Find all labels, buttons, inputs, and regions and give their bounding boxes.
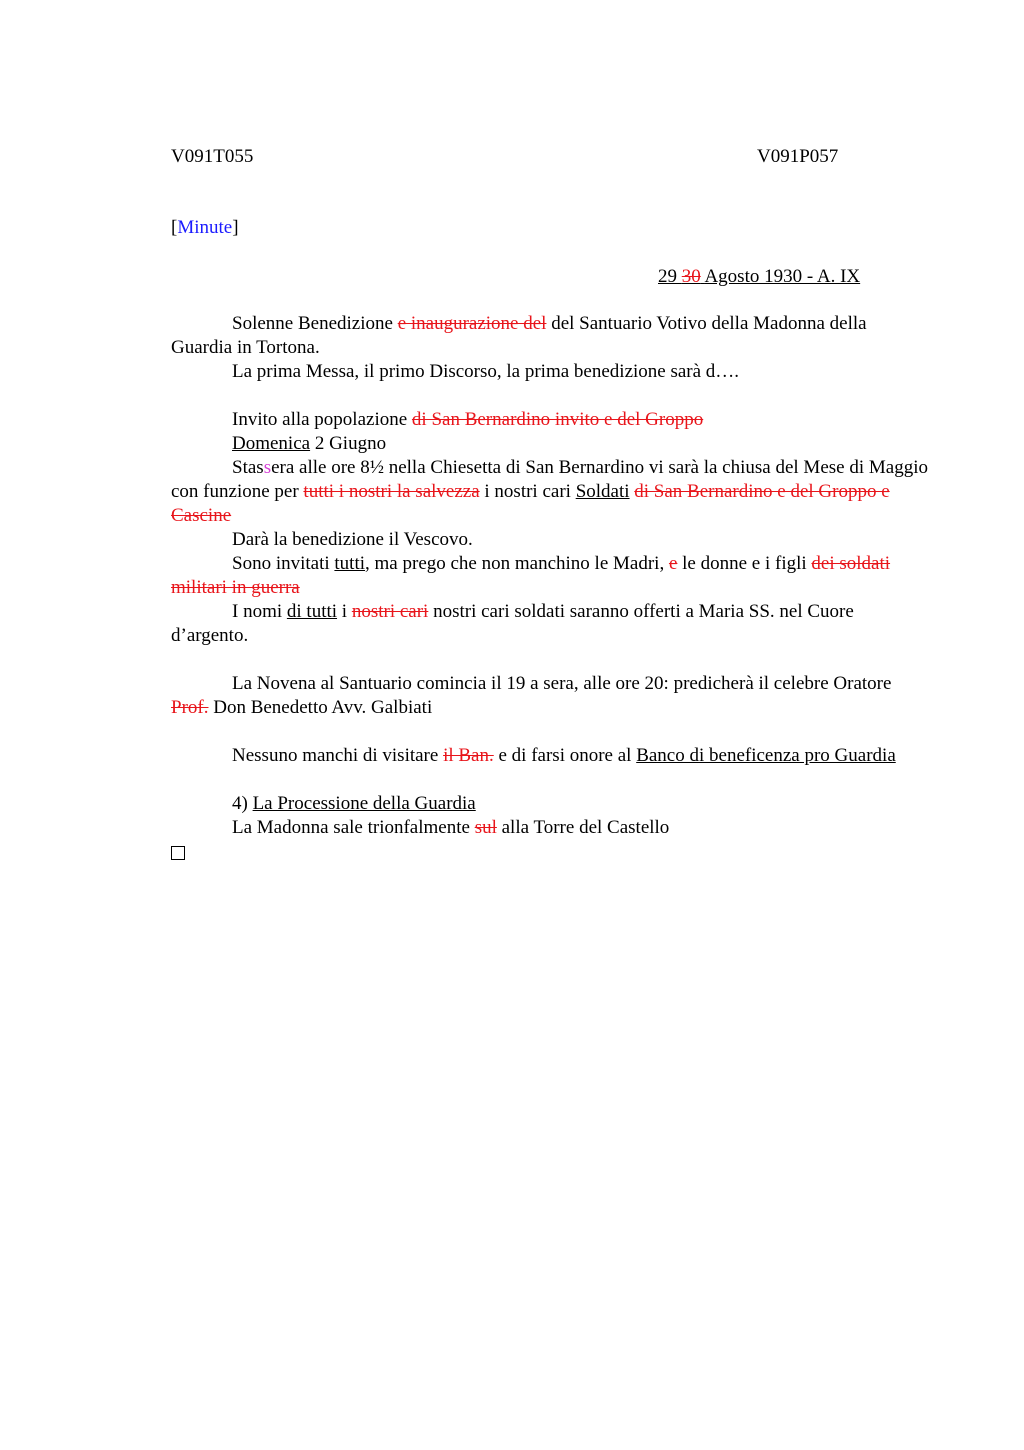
paragraph-domenica [171,432,931,456]
underlined-text: tutti [334,553,366,574]
text-run: del Santuario Votivo della Madonna della Guardia in Tortona. [171,313,867,358]
paragraph-madonna [171,816,931,840]
checkbox-row [171,840,931,867]
text-run: Solenne Benedizione [232,313,398,334]
text-run: nostri cari soldati saranno offerti a Maria SS. nel Cuore d’argento. [171,601,854,646]
underlined-text: Soldati [575,481,630,502]
paragraph-prima-messa: La prima Messa, il primo Discorso, la prima benedizione sarà d…. [232,361,740,382]
paragraph-vescovo: Darà la benedizione il Vescovo. [232,529,473,550]
text-run: La Novena al Santuario comincia il 19 a sera, alle ore 20: predicherà il celebre Oratore [232,673,892,694]
document-body [171,312,931,867]
spacer [171,648,931,672]
bracket-close: ] [232,217,239,238]
document-code-right: V091P057 [757,146,839,167]
text-run: Nessuno manchi di visitare [232,745,444,766]
underlined-text: di tutti [286,601,338,622]
paragraph-invito [171,408,931,432]
spacer [171,768,931,792]
paragraph-nomi [171,600,931,648]
text-run: I nomi [232,601,287,622]
underlined-text: Domenica [232,433,311,454]
date-day: 29 [658,266,677,287]
paragraph-stassera [171,456,931,528]
deleted-text: sul [474,817,497,838]
text-run: La Madonna sale trionfalmente [232,817,475,838]
paragraph-novena [171,672,931,720]
text-run: i [337,601,352,622]
spacer [171,384,931,408]
text-run: Sono invitati [232,553,335,574]
deleted-text: e [668,553,678,574]
minute-word: Minute [177,217,233,238]
deleted-text: nostri cari [351,601,429,622]
date-rest: Agosto 1930 - A. IX [704,266,861,287]
text-run: e di farsi onore al [493,745,637,766]
text-run: Don Benedetto Avv. Galbiati [208,697,433,718]
inserted-letter: s [263,457,272,478]
text-run: era alle ore 8½ nella Chiesetta di San Bernardino vi sarà la chiusa del Mese di Maggio con funzione per [171,457,928,502]
deleted-text: il Ban. [443,745,494,766]
deleted-text: dei soldati militari in guerra [171,553,891,598]
deleted-text: di San Bernardino invito e del Groppo [411,409,704,430]
deleted-text: tutti i nostri la salvezza [303,481,480,502]
bracket-open: [ [171,217,178,238]
text-run: 2 Giugno [310,433,387,454]
date-line [658,266,860,288]
underlined-text: Banco di beneficenza pro Guardia [636,745,896,766]
deleted-text: di San Bernardino e del Groppo e Cascine [171,481,890,526]
text-run: Invito alla popolazione [232,409,412,430]
text-run: , ma prego che non manchino le Madri, [365,553,669,574]
paragraph-benedizione [171,312,931,360]
paragraph-processione [171,792,931,816]
date-struck-day: 30 [681,266,701,287]
spacer [171,720,931,744]
deleted-text: Prof. [171,697,209,718]
deleted-text: e inaugurazione del [397,313,547,334]
text-run: le donne e i figli [677,553,812,574]
text-run: i nostri cari [479,481,576,502]
underlined-text: La Processione della Guardia [252,793,476,814]
minute-label [171,217,239,239]
document-code-left: V091T055 [171,146,254,167]
text-run: Stas [232,457,264,478]
paragraph-invitati [171,552,931,600]
checkbox-icon [171,846,185,860]
text-run: 4) [232,793,253,814]
text-run: alla Torre del Castello [496,817,670,838]
paragraph-banco [171,744,931,768]
